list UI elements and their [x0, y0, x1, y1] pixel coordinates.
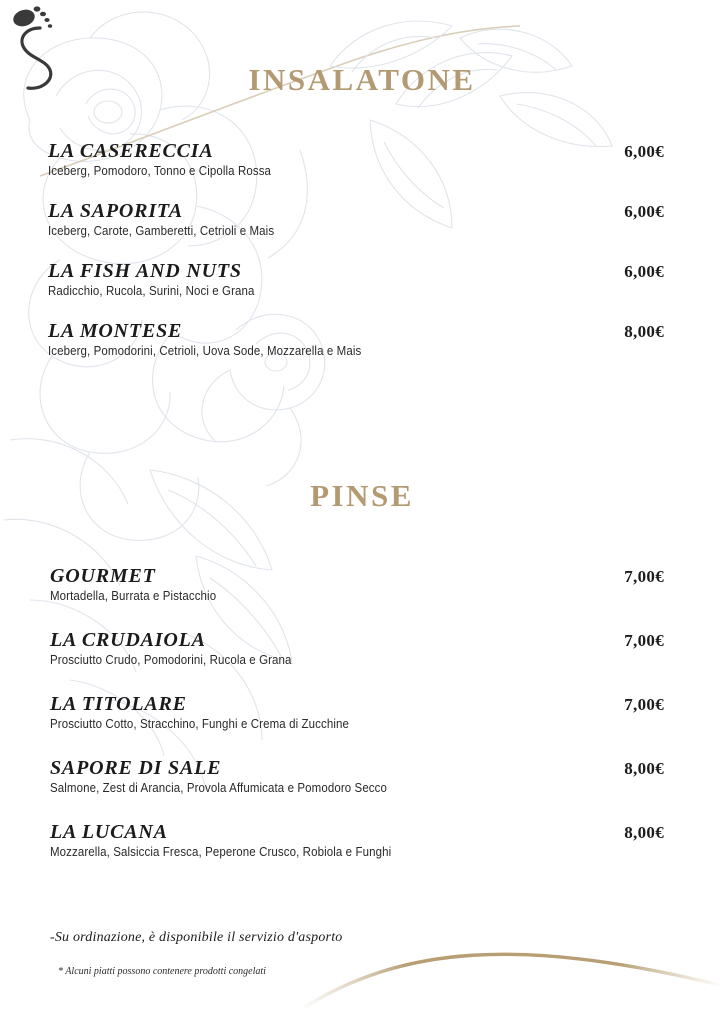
menu-item-description: Iceberg, Carote, Gamberetti, Cetrioli e Mais: [48, 225, 275, 239]
menu-item-name: LA MONTESE: [48, 320, 183, 342]
menu-item-description: Radicchio, Rucola, Surini, Noci e Grana: [48, 285, 255, 299]
takeaway-note: -Su ordinazione, è disponibile il servizio d'asporto: [50, 930, 343, 945]
menu-item-name: LA LUCANA: [50, 821, 168, 843]
menu-item: [0, 140, 724, 177]
menu-list-insalatone: [0, 140, 724, 380]
menu-item: [0, 200, 724, 237]
menu-item-description: Mozzarella, Salsiccia Fresca, Peperone Crusco, Robiola e Funghi: [50, 846, 392, 860]
footprint-monogram-logo: [6, 4, 70, 100]
menu-item-name: LA CRUDAIOLA: [50, 629, 206, 651]
menu-item-price: 8,00€: [624, 322, 664, 341]
menu-item-name: LA TITOLARE: [50, 693, 187, 715]
menu-item-name: LA SAPORITA: [48, 200, 183, 222]
menu-item-description: Prosciutto Cotto, Stracchino, Funghi e Crema di Zucchine: [50, 718, 349, 732]
menu-item: [0, 565, 724, 602]
menu-item-price: 7,00€: [624, 631, 664, 650]
menu-item-name: SAPORE DI SALE: [50, 757, 222, 779]
menu-item: [0, 260, 724, 297]
menu-item-description: Iceberg, Pomodorini, Cetrioli, Uova Sode, Mozzarella e Mais: [48, 345, 362, 359]
menu-item: [0, 757, 724, 794]
menu-item-price: 7,00€: [624, 695, 664, 714]
menu-item-price: 8,00€: [624, 823, 664, 842]
menu-item-name: GOURMET: [50, 565, 156, 587]
menu-item-name: LA FISH AND NUTS: [48, 260, 242, 282]
menu-item: [0, 320, 724, 357]
menu-item-price: 7,00€: [624, 567, 664, 586]
menu-item-description: Iceberg, Pomodoro, Tonno e Cipolla Rossa: [48, 165, 272, 179]
menu-item: [0, 693, 724, 730]
menu-item-price: 6,00€: [624, 262, 664, 281]
section-title-insalatone: INSALATONE: [248, 62, 476, 97]
menu-item-name: LA CASERECCIA: [48, 140, 214, 162]
menu-item: [0, 821, 724, 858]
menu-item-description: Salmone, Zest di Arancia, Provola Affumicata e Pomodoro Secco: [50, 782, 388, 796]
menu-item-description: Mortadella, Burrata e Pistacchio: [50, 590, 217, 604]
menu-item-price: 6,00€: [624, 142, 664, 161]
section-title-pinse: PINSE: [310, 478, 414, 513]
menu-list-pinse: [0, 565, 724, 885]
menu-item-price: 6,00€: [624, 202, 664, 221]
menu-item-price: 8,00€: [624, 759, 664, 778]
frozen-products-note: * Alcuni piatti possono contenere prodotti congelati: [58, 966, 266, 977]
menu-item: [0, 629, 724, 666]
menu-item-description: Prosciutto Crudo, Pomodorini, Rucola e Grana: [50, 654, 292, 668]
